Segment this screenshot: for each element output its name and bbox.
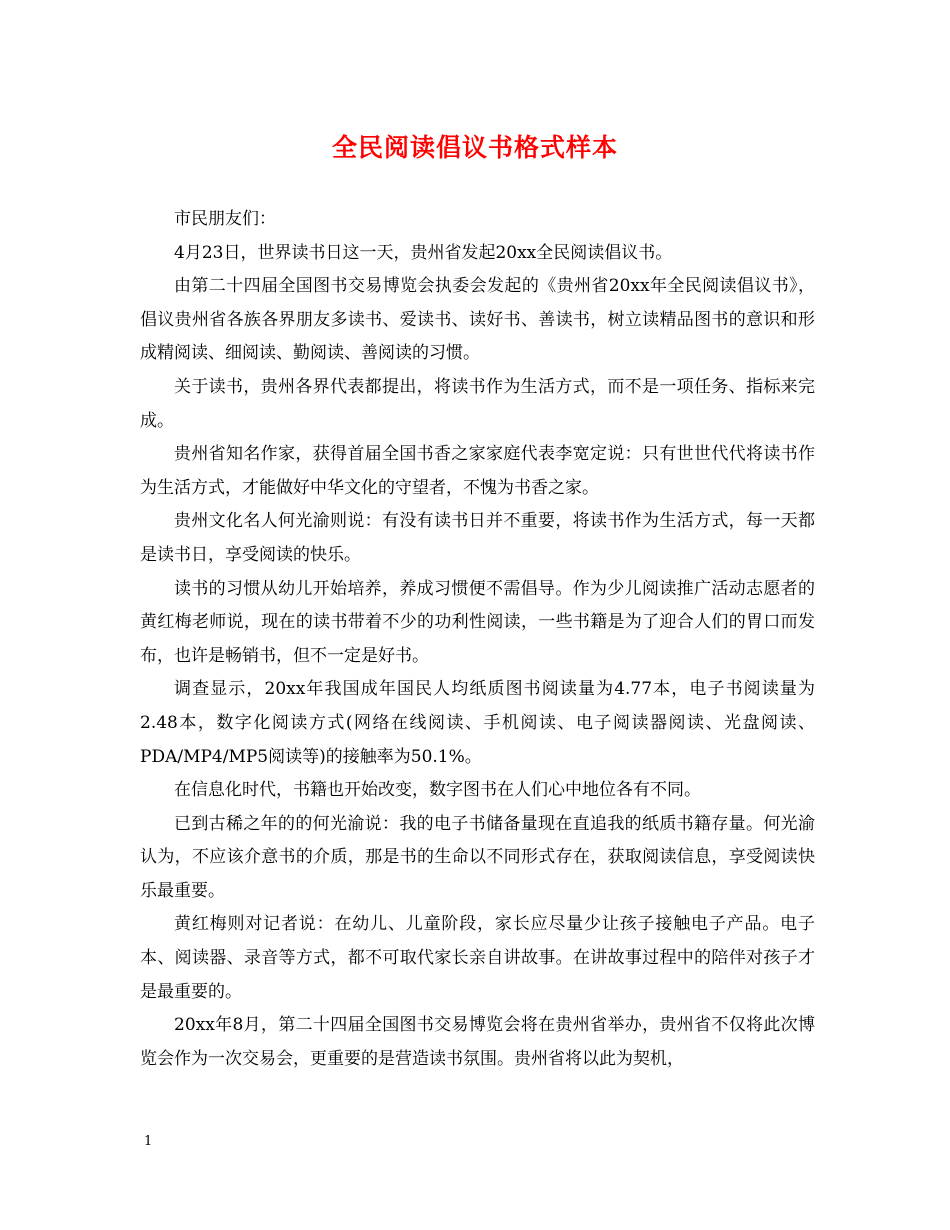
salutation: 市民朋友们： [174, 209, 276, 229]
paragraph: 20xx年8月，第二十四届全国图书交易博览会将在贵州省举办，贵州省不仅将此次博览会作为一次交易会，更重要的是营造读书氛围。贵州省将以此为契机， [140, 1015, 815, 1069]
paragraph: 调查显示，20xx年我国成年国民人均纸质图书阅读量为4.77本，电子书阅读量为2.48本，数字化阅读方式(网络在线阅读、手机阅读、电子阅读器阅读、光盘阅读、PDA/MP4/MP5阅读等)的接触率为50.1%。 [140, 679, 815, 767]
paragraph: 已到古稀之年的的何光渝说：我的电子书储备量现在直追我的纸质书籍存量。何光渝认为，不应该介意书的介质，那是书的生命以不同形式存在，获取阅读信息，享受阅读快乐最重要。 [140, 813, 815, 901]
paragraph: 在信息化时代，书籍也开始改变，数字图书在人们心中地位各有不同。 [174, 780, 701, 801]
document-body [140, 203, 815, 1076]
paragraph: 4月23日，世界读书日这一天，贵州省发起20xx全民阅读倡议书。 [174, 242, 673, 263]
document-title: 全民阅读倡议书格式样本 [331, 133, 618, 162]
paragraph: 关于读书，贵州各界代表都提出，将读书作为生活方式，而不是一项任务、指标来完成。 [140, 376, 815, 431]
paragraph: 由第二十四届全国图书交易博览会执委会发起的《贵州省20xx年全民阅读倡议书》，倡议贵州省各族各界朋友多读书、爱读书、读好书、善读书，树立读精品图书的意识和形成精阅读、细阅读、勤阅读、善阅读的习惯。 [140, 276, 815, 364]
paragraph: 读书的习惯从幼儿开始培养，养成习惯便不需倡导。作为少儿阅读推广活动志愿者的黄红梅老师说，现在的读书带着不少的功利性阅读，一些书籍是为了迎合人们的胃口而发布，也许是畅销书，但不一定是好书。 [140, 578, 815, 666]
page-number: 1 [144, 1134, 153, 1149]
paragraph: 黄红梅则对记者说：在幼儿、儿童阶段，家长应尽量少让孩子接触电子产品。电子本、阅读器、录音等方式，都不可取代家长亲自讲故事。在讲故事过程中的陪伴对孩子才是最重要的。 [140, 914, 815, 1002]
paragraph: 贵州文化名人何光渝则说：有没有读书日并不重要，将读书作为生活方式，每一天都是读书日，享受阅读的快乐。 [140, 511, 815, 565]
paragraph: 贵州省知名作家，获得首届全国书香之家家庭代表李宽定说：只有世世代代将读书作为生活方式，才能做好中华文化的守望者，不愧为书香之家。 [140, 444, 815, 498]
